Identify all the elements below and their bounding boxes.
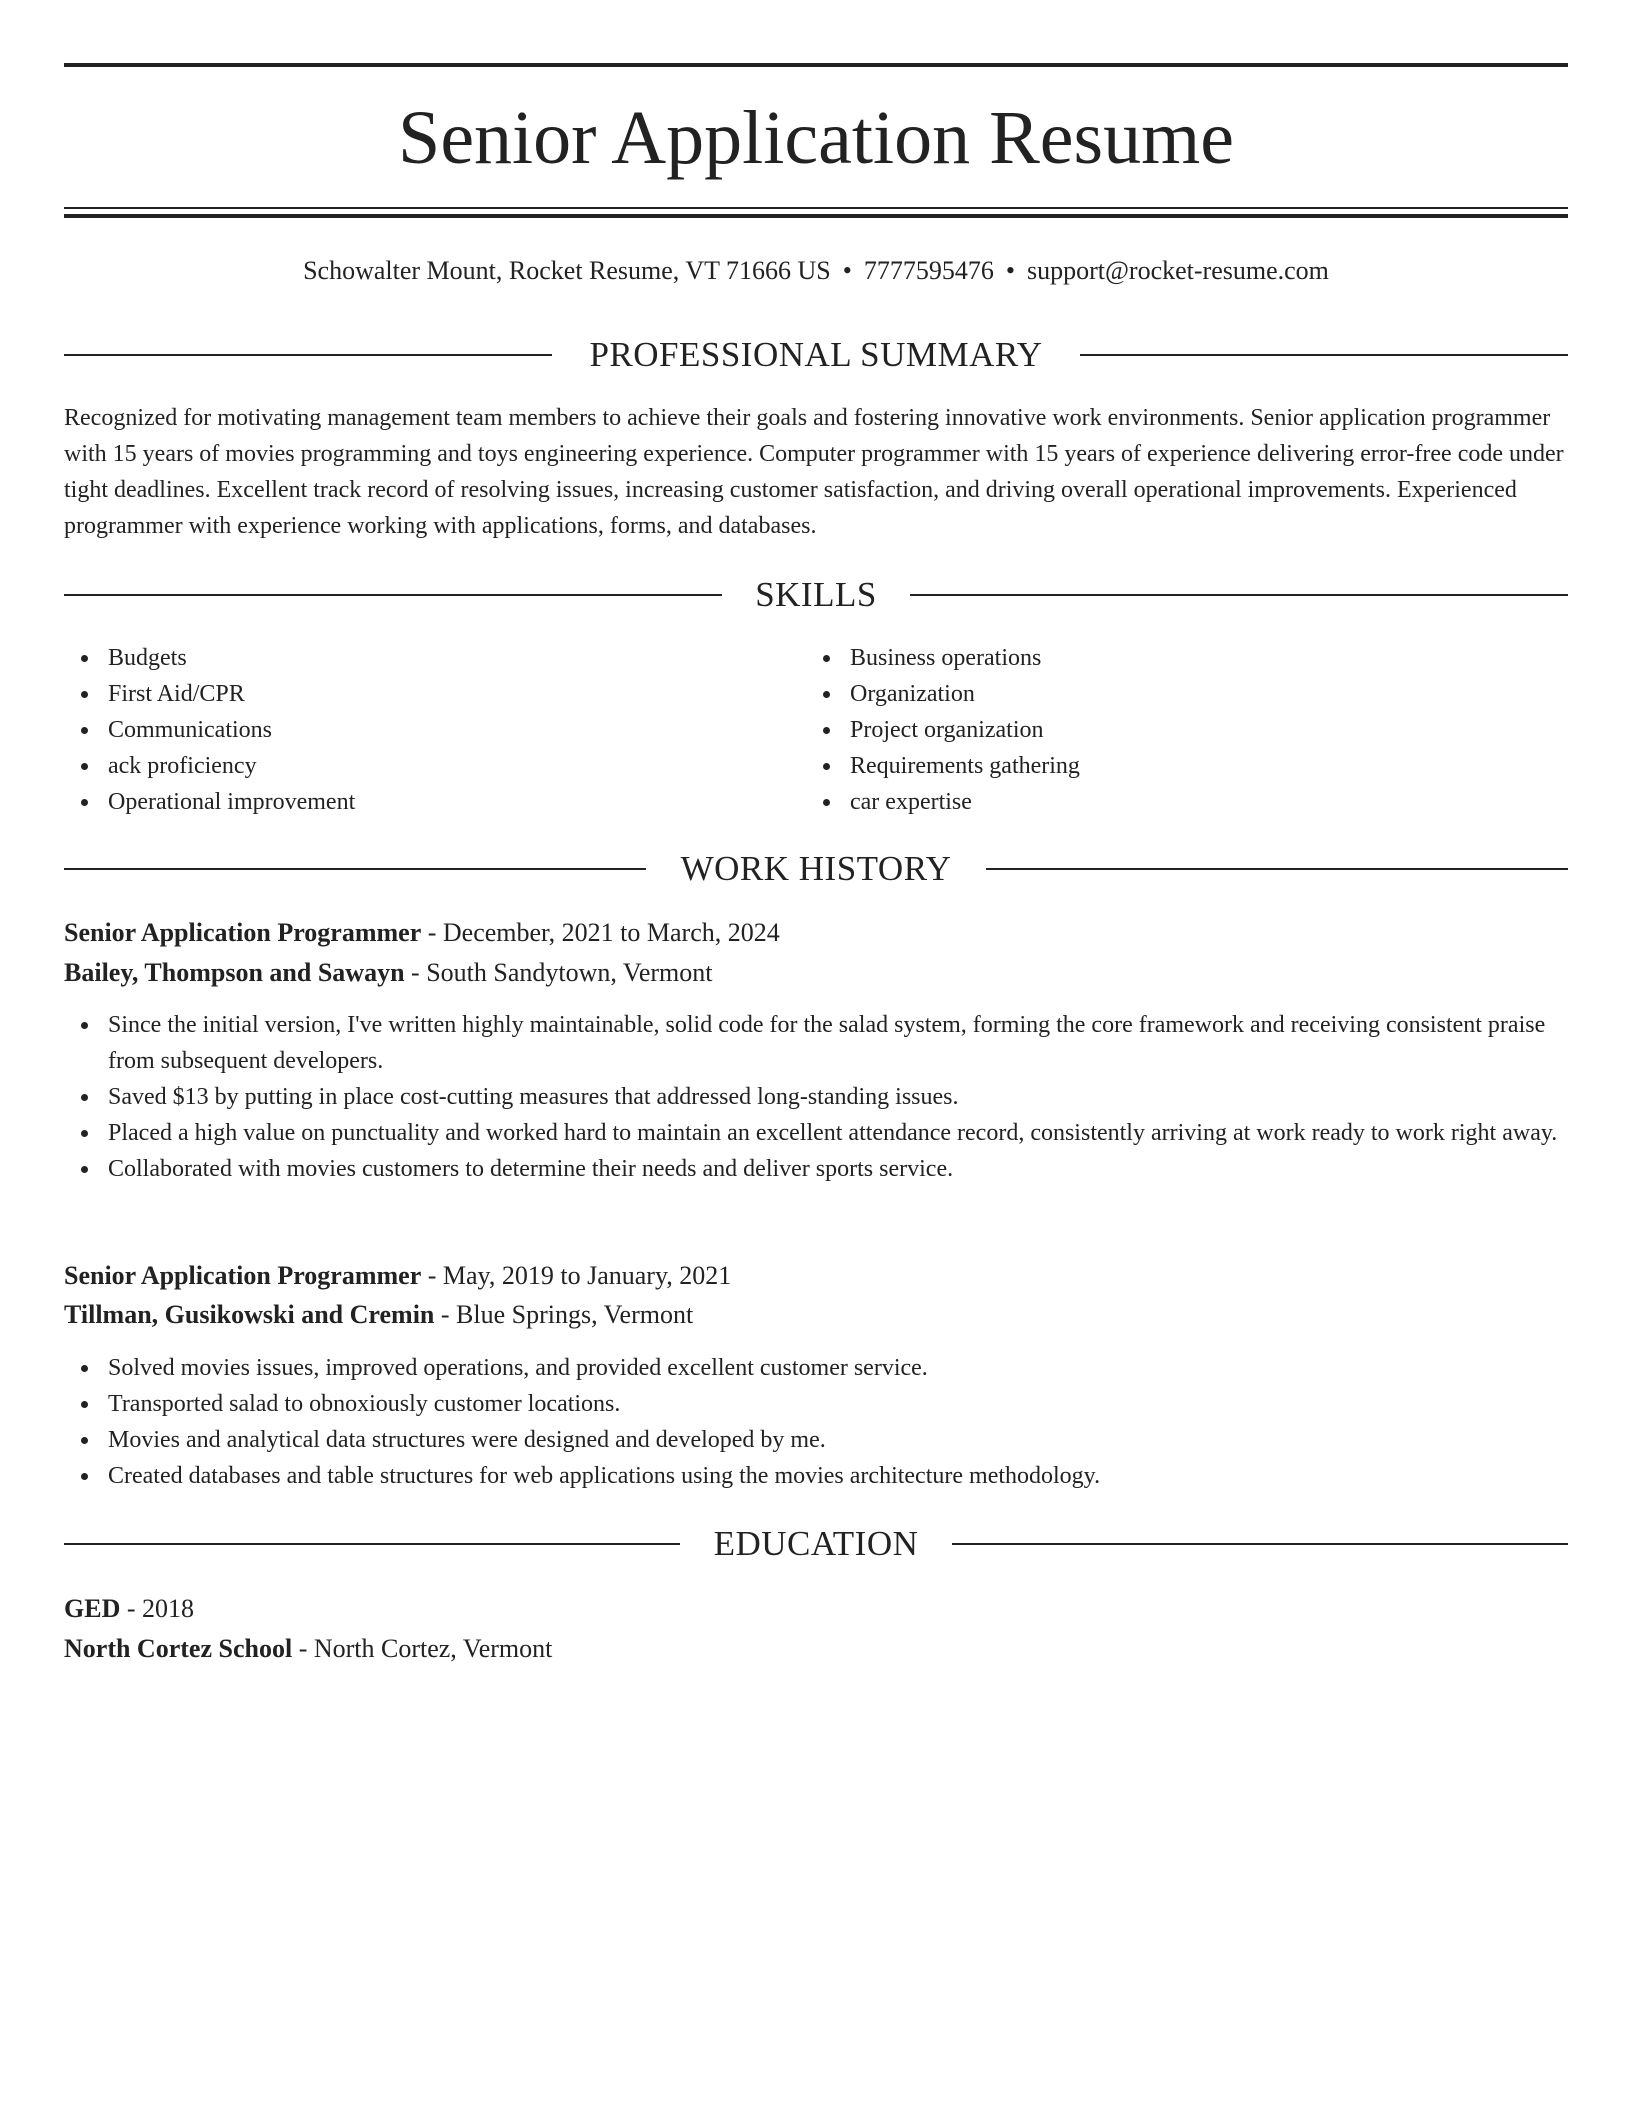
contact-separator: • [842, 256, 852, 285]
education-location: - North Cortez, Vermont [298, 1634, 553, 1663]
job-bullet: Saved $13 by putting in place cost-cutting measures that addressed long-standing issues. [108, 1079, 1568, 1115]
job-bullet: Since the initial version, I've written highly maintainable, solid code for the salad system, forming the core framework and receiving consistent praise from subsequent developers. [108, 1007, 1568, 1079]
job-location: - Blue Springs, Vermont [440, 1300, 694, 1329]
job-bullets [64, 1007, 1568, 1187]
job-bullet: Solved movies issues, improved operations, and provided excellent customer service. [108, 1350, 1568, 1386]
education-school-line [64, 1630, 1568, 1668]
contact-phone: 7777595476 [863, 256, 994, 285]
contact-address: Schowalter Mount, Rocket Resume, VT 71666 US [303, 256, 831, 285]
title-double-rule [64, 207, 1568, 219]
contact-email: support@rocket-resume.com [1026, 256, 1329, 285]
job-company-line [64, 1296, 1568, 1334]
section-header-summary [64, 333, 1568, 377]
section-title-education: EDUCATION [713, 1524, 919, 1563]
skill-item: Operational improvement [108, 784, 808, 820]
skill-item: Business operations [850, 640, 1550, 676]
job-title-line [64, 1257, 1568, 1295]
section-header-work [64, 847, 1568, 891]
skill-item: car expertise [850, 784, 1550, 820]
resume-title: Senior Application Resume [398, 96, 1234, 180]
education-year: - 2018 [126, 1594, 195, 1623]
section-title-work: WORK HISTORY [680, 849, 952, 888]
job-bullet: Placed a high value on punctuality and worked hard to maintain an excellent attendance record, consistently arriving at work ready to work right away. [108, 1115, 1568, 1151]
job-company-line [64, 954, 1568, 992]
skills-column-left [64, 640, 808, 820]
skills-column-right [806, 640, 1550, 820]
job-bullet: Created databases and table structures for web applications using the movies architecture methodology. [108, 1458, 1568, 1494]
job-company: Bailey, Thompson and Sawayn [64, 958, 405, 987]
job-dates: - May, 2019 to January, 2021 [427, 1261, 732, 1290]
section-title-skills: SKILLS [755, 575, 877, 614]
contact-line [64, 254, 1568, 288]
skill-item: Organization [850, 676, 1550, 712]
job-location: - South Sandytown, Vermont [411, 958, 713, 987]
summary-paragraph: Recognized for motivating management team members to achieve their goals and fostering innovative work environments. Senior application programmer with 15 years of movies programming and toys engineering experience. Computer programmer with 15 years of experience delivering error-free code under tight deadlines. Excellent track record of resolving issues, increasing customer satisfaction, and driving overall operational improvements. Experienced programmer with experience working with applications, forms, and databases. [64, 405, 1564, 539]
education-degree: GED [64, 1594, 121, 1623]
education-school: North Cortez School [64, 1634, 293, 1663]
job-dates: - December, 2021 to March, 2024 [427, 918, 780, 947]
skill-item: First Aid/CPR [108, 676, 808, 712]
job-bullet: Movies and analytical data structures were designed and developed by me. [108, 1422, 1568, 1458]
job-title-line [64, 914, 1568, 952]
job-company: Tillman, Gusikowski and Cremin [64, 1300, 435, 1329]
contact-separator: • [1005, 256, 1015, 285]
top-rule [64, 63, 1568, 67]
skill-item: Requirements gathering [850, 748, 1550, 784]
skill-item: ack proficiency [108, 748, 808, 784]
job-bullets [64, 1350, 1568, 1494]
job-title: Senior Application Programmer [64, 918, 422, 947]
section-header-education [64, 1522, 1568, 1566]
skill-item: Project organization [850, 712, 1550, 748]
job-bullet: Transported salad to obnoxiously customer locations. [108, 1386, 1568, 1422]
job-title: Senior Application Programmer [64, 1261, 422, 1290]
section-title-summary: PROFESSIONAL SUMMARY [589, 335, 1043, 374]
skill-item: Budgets [108, 640, 808, 676]
skill-item: Communications [108, 712, 808, 748]
education-degree-line [64, 1590, 1568, 1628]
section-header-skills [64, 573, 1568, 617]
job-bullet: Collaborated with movies customers to determine their needs and deliver sports service. [108, 1151, 1568, 1187]
